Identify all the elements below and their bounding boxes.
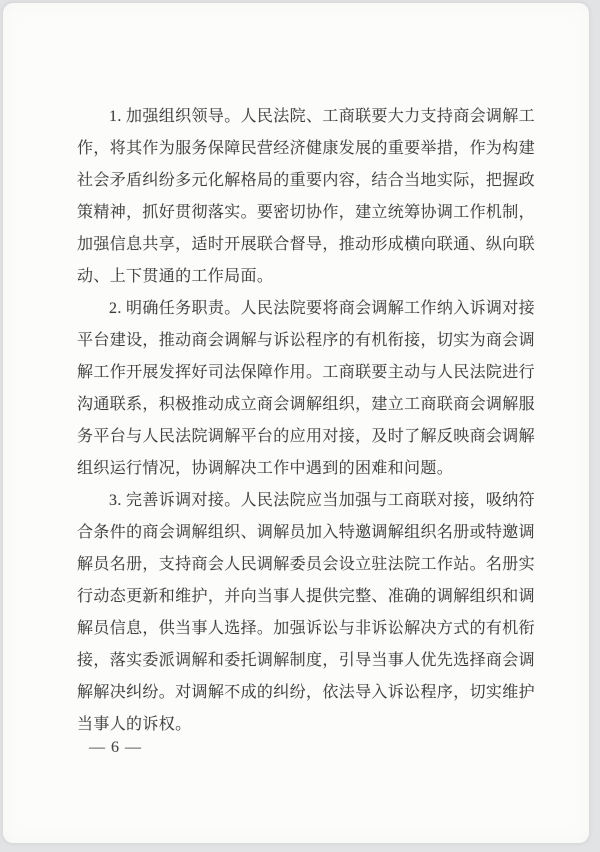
page-number: — 6 — bbox=[89, 739, 142, 756]
document-page bbox=[3, 3, 589, 843]
page-body bbox=[77, 101, 535, 741]
paragraph-1: 1. 加强组织领导。人民法院、工商联要大力支持商会调解工作，将其作为服务保障民营经济健康发展的重要举措，作为构建社会矛盾纠纷多元化解格局的重要内容，结合当地实际，把握政策精神，抓好贯彻落实。要密切协作，建立统筹协调工作机制，加强信息共享，适时开展联合督导，推动形成横向联通、纵向联动、上下贯通的工作局面。 bbox=[77, 108, 535, 285]
paragraph-2: 2. 明确任务职责。人民法院要将商会调解工作纳入诉调对接平台建设，推动商会调解与诉讼程序的有机衔接，切实为商会调解工作开展发挥好司法保障作用。工商联要主动与人民法院进行沟通联系，积极推动成立商会调解组织，建立工商联商会调解服务平台与人民法院调解平台的应用对接，及时了解反映商会调解组织运行情况，协调解决工作中遇到的困难和问题。 bbox=[77, 300, 535, 477]
paragraph-3: 3. 完善诉调对接。人民法院应当加强与工商联对接，吸纳符合条件的商会调解组织、调解员加入特邀调解组织名册或特邀调解员名册，支持商会人民调解委员会设立驻法院工作站。名册实行动态更新和维护，并向当事人提供完整、准确的调解组织和调解员信息，供当事人选择。加强诉讼与非诉讼解决方式的有机衔接，落实委派调解和委托调解制度，引导当事人优先选择商会调解解决纠纷。对调解不成的纠纷，依法导入诉讼程序，切实维护当事人的诉权。 bbox=[77, 492, 535, 733]
